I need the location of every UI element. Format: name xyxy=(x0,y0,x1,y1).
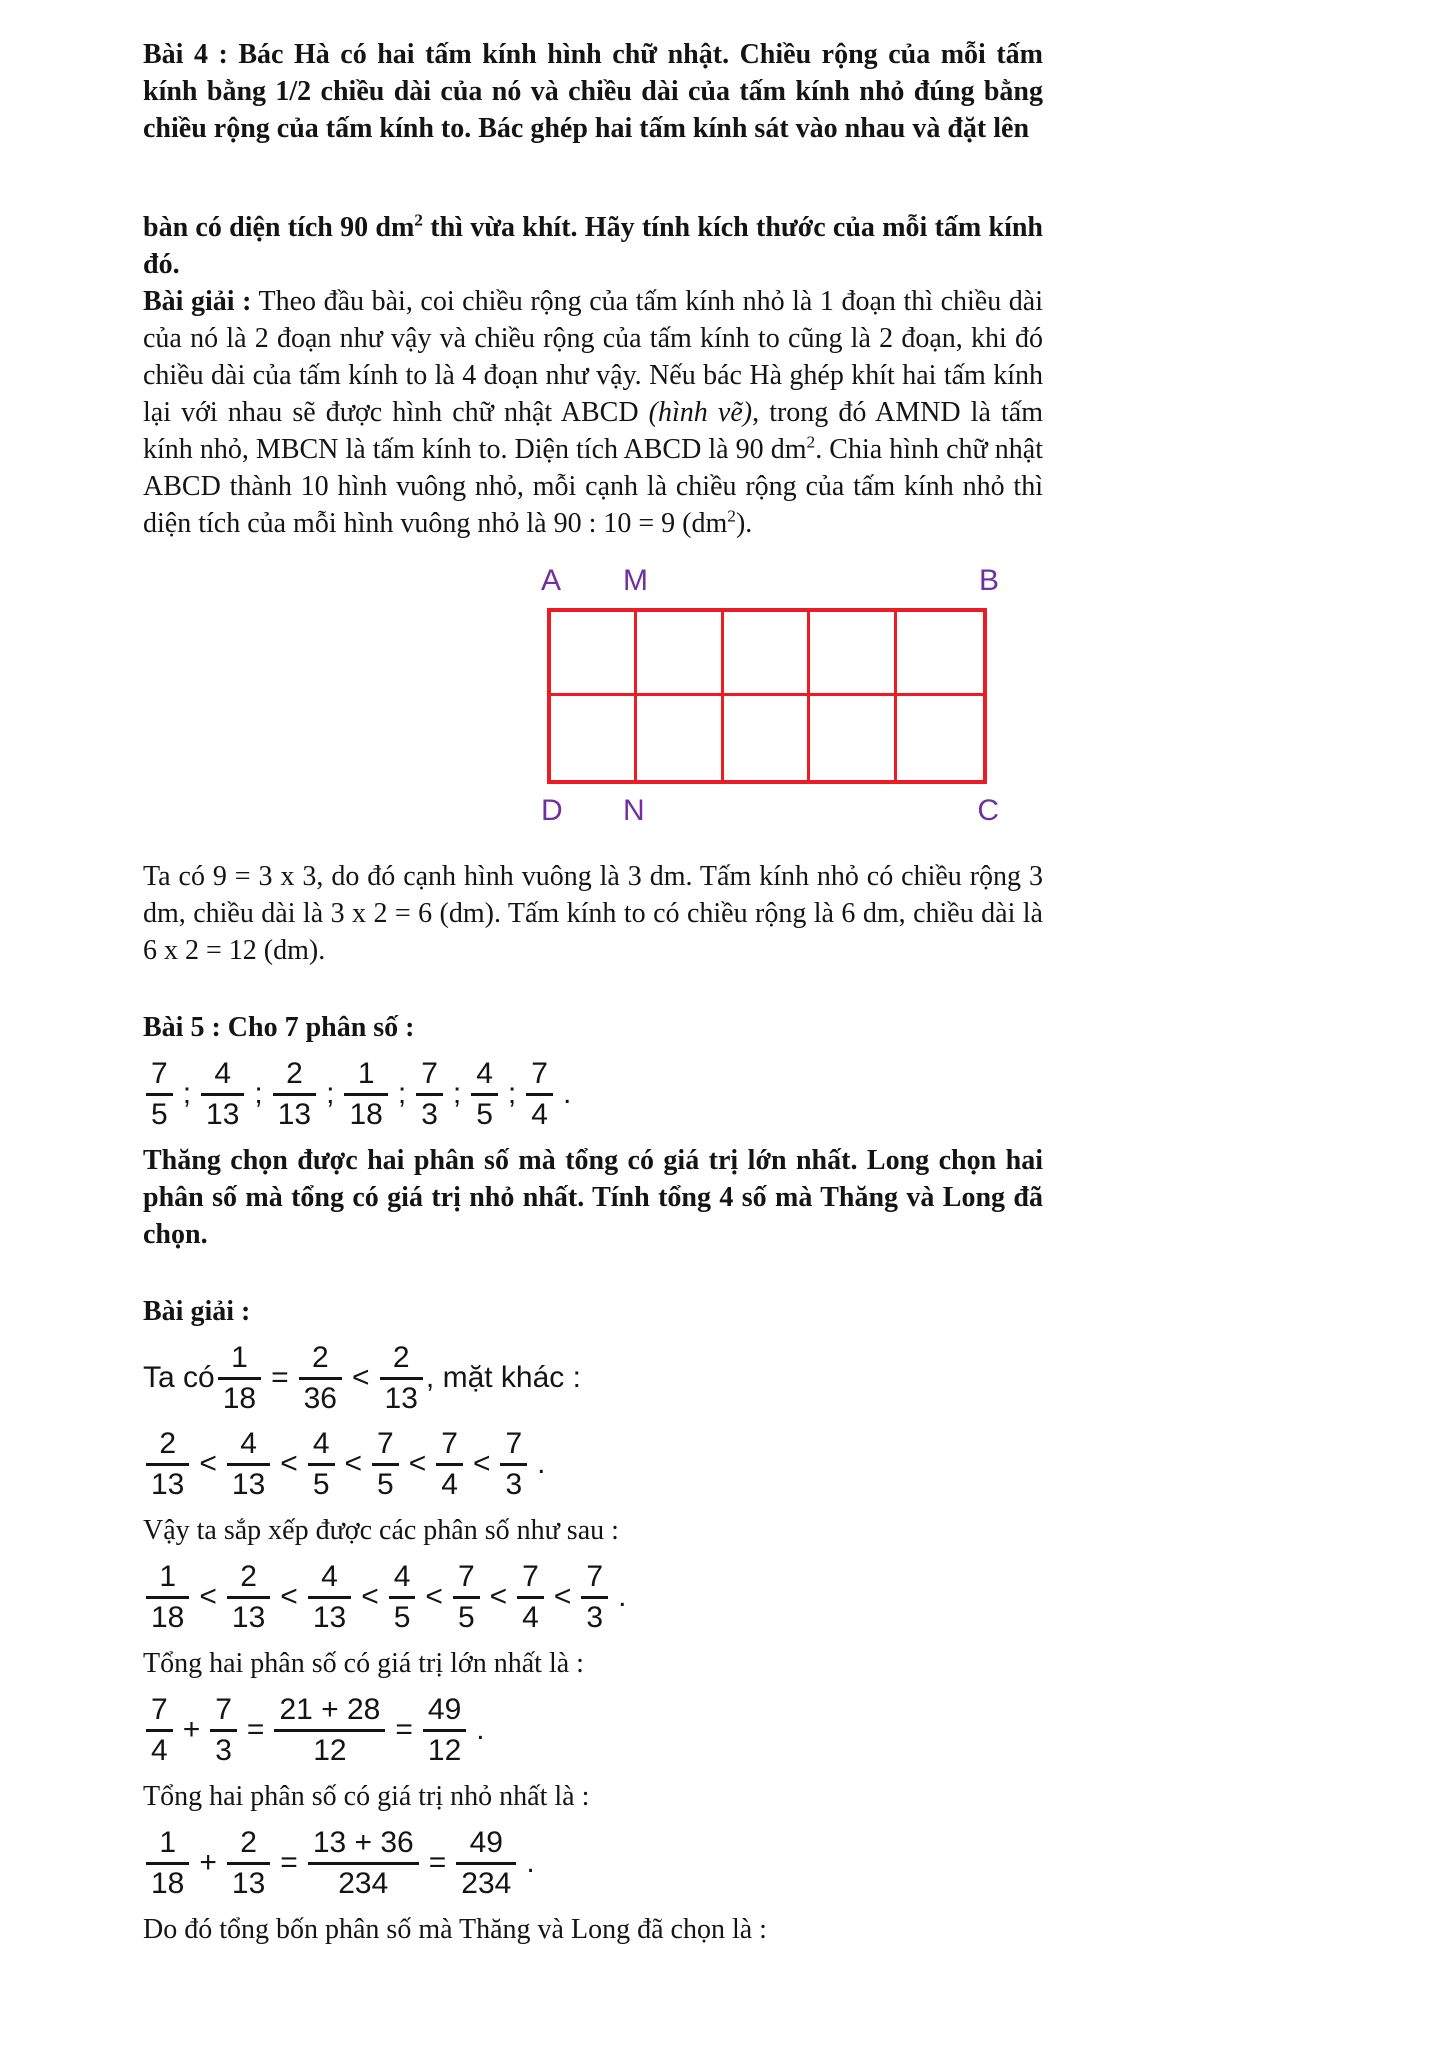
fraction xyxy=(517,1561,544,1633)
fraction xyxy=(308,1827,419,1899)
problem4-conclusion: Ta có 9 = 3 x 3, do đó cạnh hình vuông là 3 dm. Tấm kính nhỏ có chiều rộng 3 dm, chiều dài là 3 x 2 = 6 (dm). Tấm kính to có chiều rộng là 6 dm, chiều dài là 6 x 2 = 12 (dm). xyxy=(143,861,1043,966)
fraction-numerator: 21 + 28 xyxy=(274,1694,385,1732)
figure-bottom-labels xyxy=(541,790,999,828)
grid-cell xyxy=(551,696,637,780)
fraction xyxy=(453,1561,480,1633)
math-operator: . xyxy=(537,1447,546,1481)
fraction-denominator: 13 xyxy=(231,1866,266,1900)
fraction-numerator: 2 xyxy=(380,1342,423,1380)
fraction-denominator: 13 xyxy=(231,1600,266,1634)
fraction xyxy=(218,1342,261,1414)
fraction-denominator: 3 xyxy=(421,1097,438,1131)
fraction-numerator: 4 xyxy=(201,1058,244,1096)
fraction xyxy=(423,1694,466,1766)
math-operator: . xyxy=(618,1580,627,1614)
fraction xyxy=(227,1827,270,1899)
fraction-denominator: 3 xyxy=(586,1600,604,1634)
fraction-numerator: 4 xyxy=(389,1561,416,1599)
fraction-denominator: 4 xyxy=(531,1097,548,1131)
math-text: Ta có xyxy=(143,1361,215,1395)
fraction-numerator: 7 xyxy=(517,1561,544,1599)
fraction-numerator: 7 xyxy=(146,1058,173,1096)
math-operator: < xyxy=(344,1447,363,1481)
fraction-numerator: 2 xyxy=(227,1827,270,1865)
grid-cell xyxy=(637,696,723,780)
fraction xyxy=(227,1561,270,1633)
fraction-denominator: 13 xyxy=(206,1097,240,1131)
math-operator: < xyxy=(425,1580,443,1614)
math-line-chain1 xyxy=(143,1426,1043,1502)
fraction-denominator: 234 xyxy=(461,1866,512,1900)
math-line-chain2 xyxy=(143,1559,1043,1635)
fraction-numerator: 7 xyxy=(581,1561,608,1599)
vertex-label-b: B xyxy=(978,564,999,597)
fraction xyxy=(500,1428,527,1500)
fraction xyxy=(146,1561,189,1633)
fraction-numerator: 49 xyxy=(423,1694,466,1732)
fraction xyxy=(581,1561,608,1633)
fraction-denominator: 13 xyxy=(312,1600,347,1634)
grid-cell xyxy=(810,612,896,696)
figure-top-labels xyxy=(541,564,999,602)
fraction xyxy=(416,1058,443,1130)
fraction-denominator: 4 xyxy=(151,1733,168,1767)
fraction xyxy=(456,1827,516,1899)
fraction-numerator: 4 xyxy=(471,1058,498,1096)
grid-cell xyxy=(810,696,896,780)
final-sentence: Do đó tổng bốn phân số mà Thăng và Long đã chọn là : xyxy=(143,1914,767,1945)
solution-italic-note: (hình vẽ) xyxy=(648,397,753,428)
grid-cell xyxy=(897,612,983,696)
fraction-denominator: 5 xyxy=(393,1600,411,1634)
vertex-label-n: N xyxy=(623,794,645,827)
math-operator: = xyxy=(271,1361,289,1395)
math-operator: ; xyxy=(452,1077,462,1111)
fraction-denominator: 18 xyxy=(222,1381,257,1415)
fraction-denominator: 12 xyxy=(427,1733,462,1767)
fraction-denominator: 12 xyxy=(313,1733,347,1767)
statement-part2-post: thì vừa khít. Hãy tính kích thước của mỗi tấm kính đó. xyxy=(143,212,1043,280)
math-text: , mặt khác : xyxy=(425,1361,581,1395)
fraction-numerator: 4 xyxy=(308,1561,351,1599)
fraction-denominator: 5 xyxy=(476,1097,493,1131)
fraction-numerator: 7 xyxy=(416,1058,443,1096)
problem4-statement-part2 xyxy=(143,209,1043,283)
fraction-numerator: 2 xyxy=(273,1058,316,1096)
fraction xyxy=(146,1827,189,1899)
math-operator: < xyxy=(352,1361,370,1395)
problem5-heading: Bài 5 : Cho 7 phân số : xyxy=(143,1012,415,1043)
math-operator: < xyxy=(489,1580,508,1614)
fraction-denominator: 4 xyxy=(441,1467,458,1501)
math-operator: < xyxy=(472,1447,491,1481)
fraction-numerator: 7 xyxy=(210,1694,237,1732)
fraction-numerator: 1 xyxy=(344,1058,387,1096)
fraction-denominator: 5 xyxy=(151,1097,168,1131)
fraction-numerator: 1 xyxy=(146,1827,189,1865)
math-operator: = xyxy=(428,1846,447,1880)
fraction-denominator: 18 xyxy=(349,1097,383,1131)
content-column xyxy=(143,36,1043,1948)
vertex-label-d: D xyxy=(541,794,563,827)
fraction-numerator: 49 xyxy=(456,1827,516,1865)
math-operator: < xyxy=(553,1580,572,1614)
fraction-denominator: 5 xyxy=(457,1600,475,1634)
solution-seg1: Theo đầu bài, coi chiều rộng của tấm kính nhỏ là 1 đoạn thì chiều dài của nó là 2 đoạn như vậy và chiều rộng của tấm kính to cũng là 2 đoạn, khi đó chiều dài của tấm kính to là 4 đoạn như vậy. Nếu bác Hà ghép khít hai tấm kính lại với nhau sẽ được hình chữ nhật ABCD xyxy=(143,286,1043,428)
fraction xyxy=(372,1428,399,1500)
fraction-numerator: 4 xyxy=(227,1428,270,1466)
fraction xyxy=(146,1058,173,1130)
math-operator: . xyxy=(562,1077,572,1111)
math-operator: = xyxy=(280,1846,298,1880)
fraction-denominator: 13 xyxy=(231,1467,266,1501)
superscript-2: 2 xyxy=(806,432,816,452)
fraction-numerator: 1 xyxy=(218,1342,261,1380)
fraction xyxy=(146,1428,189,1500)
math-operator: < xyxy=(361,1580,379,1614)
vertex-label-c: C xyxy=(977,794,999,827)
math-operator: < xyxy=(199,1447,217,1481)
fraction-denominator: 13 xyxy=(151,1467,185,1501)
fraction-denominator: 13 xyxy=(384,1381,418,1415)
grid-cell xyxy=(897,696,983,780)
fraction-numerator: 2 xyxy=(227,1561,270,1599)
fraction-numerator: 2 xyxy=(146,1428,189,1466)
sort-sentence: Vậy ta sắp xếp được các phân số như sau : xyxy=(143,1515,619,1546)
fraction-numerator: 2 xyxy=(299,1342,342,1380)
math-operator: . xyxy=(476,1713,485,1747)
math-operator: ; xyxy=(182,1077,192,1111)
fraction-numerator: 13 + 36 xyxy=(308,1827,419,1865)
fraction-denominator: 234 xyxy=(338,1866,389,1900)
math-operator: ; xyxy=(254,1077,263,1111)
superscript-2: 2 xyxy=(414,210,423,230)
math-operator: ; xyxy=(507,1077,517,1111)
grid-cell xyxy=(724,612,810,696)
solution-seg3: . Chia hình chữ nhật ABCD thành 10 hình vuông nhỏ, mỗi cạnh là chiều rộng của tấm kính nhỏ thì diện tích của mỗi hình vuông nhỏ là 90 : 10 = 9 (dm xyxy=(143,434,1043,539)
fraction xyxy=(526,1058,553,1130)
fraction-denominator: 13 xyxy=(277,1097,312,1131)
solution-seg4: ). xyxy=(735,508,753,539)
math-operator: ; xyxy=(397,1077,407,1111)
math-operator: ; xyxy=(326,1077,335,1111)
fraction xyxy=(308,1428,335,1500)
fraction-numerator: 7 xyxy=(372,1428,399,1466)
fraction xyxy=(227,1428,270,1500)
solution-label: Bài giải : xyxy=(143,286,252,317)
math-operator: < xyxy=(280,1580,298,1614)
solution-seg2: , trong đó AMND là tấm kính nhỏ, MBCN là tấm kính to. Diện tích ABCD là 90 dm xyxy=(143,397,1043,465)
fraction-numerator: 7 xyxy=(453,1561,480,1599)
figure-rectangle-abcd xyxy=(541,564,999,828)
grid-cell xyxy=(551,612,637,696)
vertex-label-a: A xyxy=(541,564,562,597)
fraction-denominator: 4 xyxy=(522,1600,539,1634)
fraction-denominator: 36 xyxy=(303,1381,337,1415)
fraction-numerator: 1 xyxy=(146,1561,189,1599)
math-operator: . xyxy=(526,1846,535,1880)
fraction xyxy=(274,1694,385,1766)
problem4-statement-part1: Bài 4 : Bác Hà có hai tấm kính hình chữ nhật. Chiều rộng của mỗi tấm kính bằng 1/2 chiều dài của nó và chiều dài của tấm kính nhỏ đúng bằng chiều rộng của tấm kính to. Bác ghép hai tấm kính sát vào nhau và đặt lên xyxy=(143,39,1043,144)
fraction-denominator: 3 xyxy=(505,1467,523,1501)
fraction xyxy=(308,1561,351,1633)
superscript-2: 2 xyxy=(727,506,736,526)
fraction xyxy=(471,1058,498,1130)
problem5-statement: Thăng chọn được hai phân số mà tổng có giá trị lớn nhất. Long chọn hai phân số mà tổng có giá trị nhỏ nhất. Tính tổng 4 số mà Thăng và Long đã chọn. xyxy=(143,1145,1043,1250)
math-line-eq-max xyxy=(143,1692,1043,1768)
vertex-label-m: M xyxy=(623,564,648,597)
math-operator: = xyxy=(246,1713,265,1747)
math-operator: < xyxy=(199,1580,217,1614)
fraction xyxy=(344,1058,387,1130)
fraction xyxy=(201,1058,244,1130)
fraction-denominator: 18 xyxy=(151,1600,185,1634)
math-operator: = xyxy=(395,1713,413,1747)
fraction xyxy=(299,1342,342,1414)
fraction-denominator: 5 xyxy=(377,1467,394,1501)
fraction xyxy=(436,1428,463,1500)
min-sum-sentence: Tổng hai phân số có giá trị nhỏ nhất là : xyxy=(143,1781,590,1812)
fraction-numerator: 7 xyxy=(526,1058,553,1096)
grid-cell xyxy=(724,696,810,780)
fraction-denominator: 18 xyxy=(151,1866,185,1900)
math-line-taco xyxy=(143,1340,1043,1416)
fraction-denominator: 5 xyxy=(312,1467,330,1501)
grid-cell xyxy=(637,612,723,696)
fraction xyxy=(146,1694,173,1766)
fraction xyxy=(273,1058,316,1130)
math-operator: + xyxy=(199,1846,217,1880)
fraction-numerator: 7 xyxy=(500,1428,527,1466)
fraction-denominator: 3 xyxy=(215,1733,232,1767)
figure-grid xyxy=(547,608,987,784)
problem4-solution-paragraph xyxy=(143,283,1043,542)
fraction xyxy=(380,1342,423,1414)
fraction xyxy=(389,1561,416,1633)
math-operator: < xyxy=(280,1447,298,1481)
problem5-solution-label: Bài giải : xyxy=(143,1296,251,1327)
fraction-numerator: 4 xyxy=(308,1428,335,1466)
math-operator: + xyxy=(182,1713,201,1747)
fraction-numerator: 7 xyxy=(146,1694,173,1732)
fraction-numerator: 7 xyxy=(436,1428,463,1466)
math-line-eq-min xyxy=(143,1825,1043,1901)
math-operator: < xyxy=(408,1447,427,1481)
problem5-fractions-row xyxy=(143,1056,1043,1132)
fraction xyxy=(210,1694,237,1766)
statement-part2-pre: bàn có diện tích 90 dm xyxy=(143,212,415,243)
max-sum-sentence: Tổng hai phân số có giá trị lớn nhất là : xyxy=(143,1648,584,1679)
